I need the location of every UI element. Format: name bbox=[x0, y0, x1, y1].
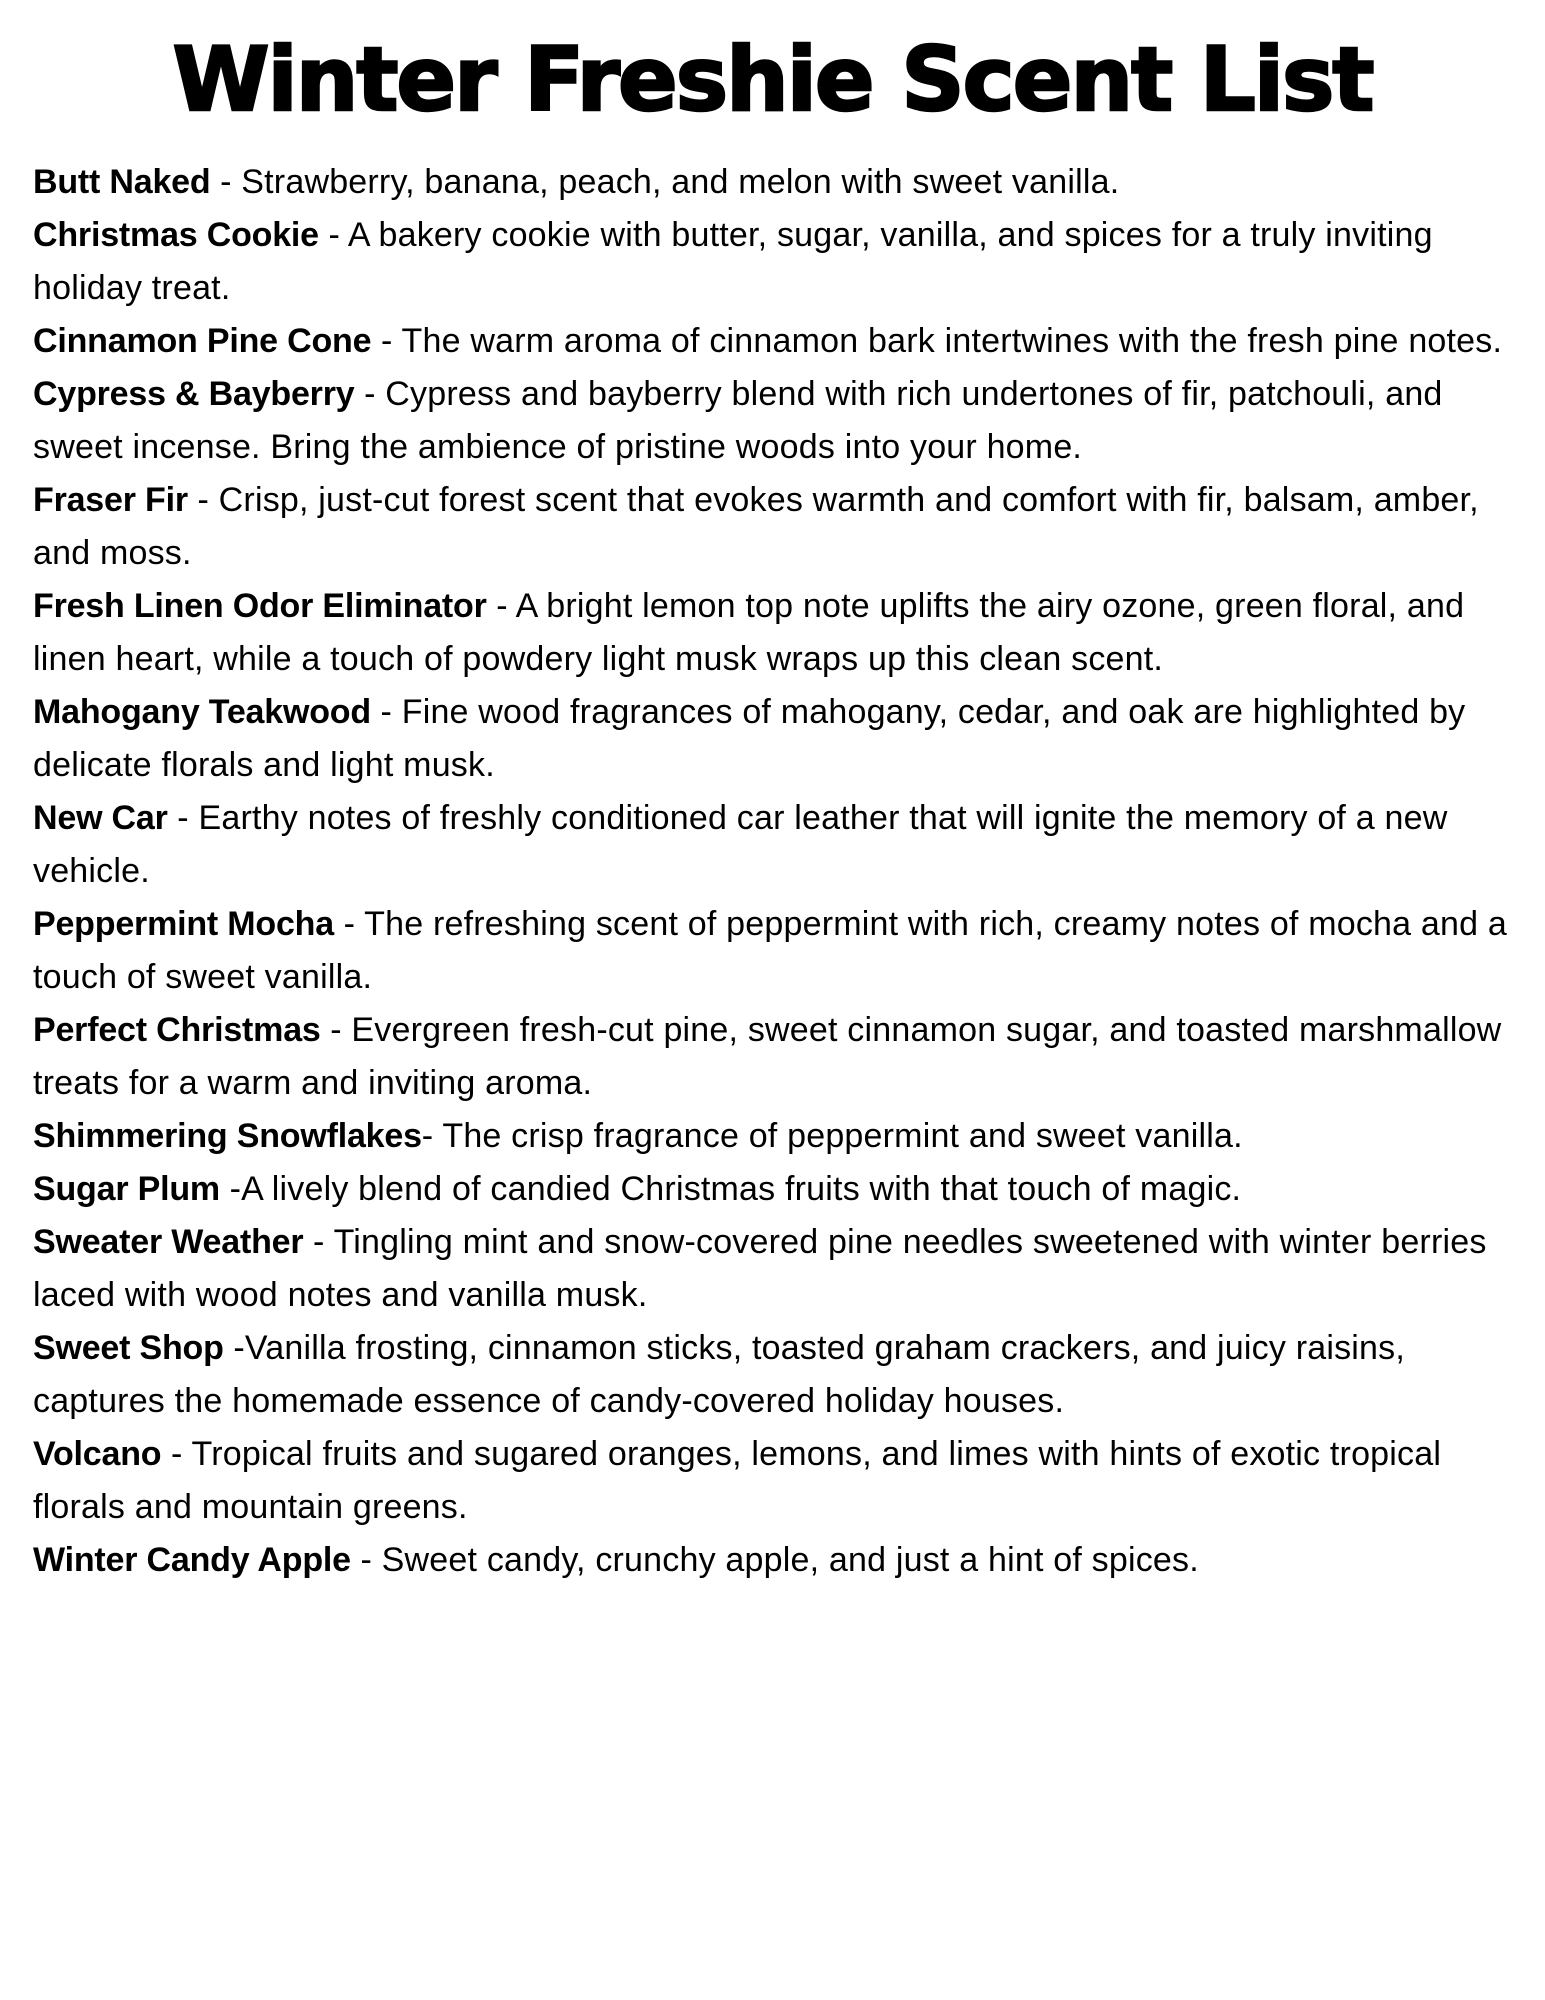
scent-name: Mahogany Teakwood bbox=[33, 693, 371, 731]
scent-description: - Tingling mint and snow-covered pine needles sweetened with winter berries laced with wood notes and vanilla musk. bbox=[33, 1223, 1487, 1314]
scent-name: Sugar Plum bbox=[33, 1170, 220, 1208]
scent-name: Sweater Weather bbox=[33, 1223, 304, 1261]
scent-entry-sweet-shop bbox=[33, 1322, 1512, 1428]
scent-name: New Car bbox=[33, 799, 168, 837]
scent-description: - Cypress and bayberry blend with rich undertones of fir, patchouli, and sweet incense. Bring the ambience of pristine woods into your home. bbox=[33, 375, 1443, 466]
scent-description: - Strawberry, banana, peach, and melon with sweet vanilla. bbox=[210, 163, 1120, 201]
scent-entry-shimmering-snowflakes bbox=[33, 1110, 1512, 1163]
scent-name: Christmas Cookie bbox=[33, 216, 319, 254]
scent-entry-volcano bbox=[33, 1428, 1512, 1534]
scent-entry-cinnamon-pine-cone bbox=[33, 315, 1512, 368]
scent-entry-christmas-cookie bbox=[33, 209, 1512, 315]
scent-list bbox=[33, 156, 1512, 1587]
scent-entry-sugar-plum bbox=[33, 1163, 1512, 1216]
scent-description: - Evergreen fresh-cut pine, sweet cinnamon sugar, and toasted marshmallow treats for a warm and inviting aroma. bbox=[33, 1011, 1502, 1102]
page-title: Winter Freshie Scent List bbox=[172, 28, 1373, 131]
scent-name: Fresh Linen Odor Eliminator bbox=[33, 587, 487, 625]
scent-name: Peppermint Mocha bbox=[33, 905, 334, 943]
scent-description: -A lively blend of candied Christmas fruits with that touch of magic. bbox=[219, 1170, 1242, 1208]
scent-description: - The crisp fragrance of peppermint and sweet vanilla. bbox=[421, 1117, 1243, 1155]
scent-description: - Sweet candy, crunchy apple, and just a hint of spices. bbox=[350, 1541, 1199, 1579]
scent-name: Sweet Shop bbox=[33, 1329, 224, 1367]
scent-entry-perfect-christmas bbox=[33, 1004, 1512, 1110]
scent-description: - Fine wood fragrances of mahogany, cedar, and oak are highlighted by delicate florals and light musk. bbox=[33, 693, 1466, 784]
scent-name: Fraser Fir bbox=[33, 481, 188, 519]
scent-entry-winter-candy-apple bbox=[33, 1534, 1512, 1587]
scent-name: Shimmering Snowflakes bbox=[33, 1117, 422, 1155]
scent-description: -Vanilla frosting, cinnamon sticks, toasted graham crackers, and juicy raisins, captures the homemade essence of candy-covered holiday houses. bbox=[33, 1329, 1405, 1420]
scent-name: Winter Candy Apple bbox=[33, 1541, 351, 1579]
scent-entry-fraser-fir bbox=[33, 474, 1512, 580]
scent-entry-mahogany-teakwood bbox=[33, 686, 1512, 792]
scent-name: Cinnamon Pine Cone bbox=[33, 322, 372, 360]
scent-description: - Earthy notes of freshly conditioned car leather that will ignite the memory of a new vehicle. bbox=[33, 799, 1448, 890]
scent-entry-cypress-bayberry bbox=[33, 368, 1512, 474]
scent-name: Volcano bbox=[33, 1435, 162, 1473]
scent-description: - A bakery cookie with butter, sugar, vanilla, and spices for a truly inviting holiday treat. bbox=[33, 216, 1433, 307]
scent-name: Cypress & Bayberry bbox=[33, 375, 355, 413]
scent-description: - The refreshing scent of peppermint with rich, creamy notes of mocha and a touch of sweet vanilla. bbox=[33, 905, 1507, 996]
scent-entry-sweater-weather bbox=[33, 1216, 1512, 1322]
scent-description: - The warm aroma of cinnamon bark intertwines with the fresh pine notes. bbox=[371, 322, 1503, 360]
scent-entry-fresh-linen-odor-eliminator bbox=[33, 580, 1512, 686]
scent-entry-butt-naked bbox=[33, 156, 1512, 209]
scent-description: - A bright lemon top note uplifts the airy ozone, green floral, and linen heart, while a touch of powdery light musk wraps up this clean scent. bbox=[33, 587, 1465, 678]
scent-name: Butt Naked bbox=[33, 163, 211, 201]
scent-description: - Tropical fruits and sugared oranges, lemons, and limes with hints of exotic tropical florals and mountain greens. bbox=[33, 1435, 1442, 1526]
scent-entry-new-car bbox=[33, 792, 1512, 898]
scent-name: Perfect Christmas bbox=[33, 1011, 321, 1049]
scent-entry-peppermint-mocha bbox=[33, 898, 1512, 1004]
scent-description: - Crisp, just-cut forest scent that evokes warmth and comfort with fir, balsam, amber, and moss. bbox=[33, 481, 1479, 572]
